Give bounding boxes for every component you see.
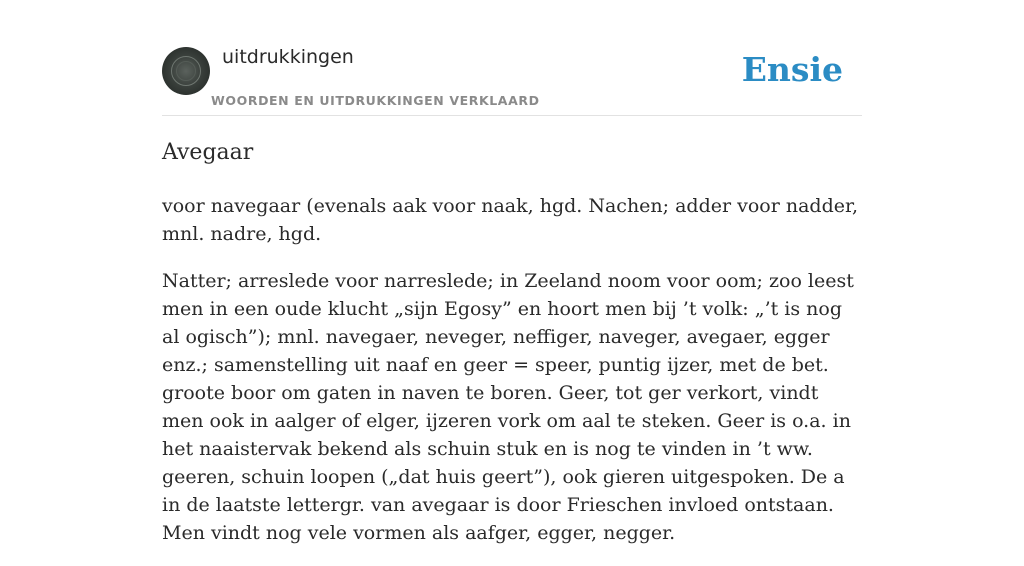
article-body <box>162 192 862 566</box>
blog-tagline: WOORDEN EN UITDRUKKINGEN VERKLAARD <box>211 93 540 108</box>
blog-name-link[interactable]: uitdrukkingen <box>222 46 354 68</box>
article-paragraph-2: Natter; arreslede voor narreslede; in Zeeland noom voor oom; zoo leest men in een oude klucht „sijn Egosy” en hoort men bij ’t volk: „’t is nog al ogisch”); mnl. navegaer, neveger, neffiger, naveger, avegaer, egger enz.; samenstelling uit naaf en geer = speer, puntig ijzer, met de bet. groote boor om gaten in naven te boren. Geer, tot ger verkort, vindt men ook in aalger of elger, ijzeren vork om aal te steken. Geer is o.a. in het naaistervak bekend als schuin stuk en is nog te vinden in ’t ww. geeren, schuin loopen („dat huis geert”), ook gieren uitgespoken. De a in de laatste lettergr. van avegaar is door Frieschen invloed ontstaan. Men vindt nog vele vormen als aafger, egger, negger. <box>162 270 854 544</box>
avatar-ring <box>176 61 196 81</box>
blog-avatar[interactable] <box>162 47 210 95</box>
article-title: Avegaar <box>162 140 254 165</box>
article-paragraph-1: voor navegaar (evenals aak voor naak, hgd. Nachen; adder voor nadder, mnl. nadre, hgd. <box>162 195 859 245</box>
ensie-logo[interactable]: Ensie <box>741 50 843 89</box>
site-header <box>162 0 862 116</box>
